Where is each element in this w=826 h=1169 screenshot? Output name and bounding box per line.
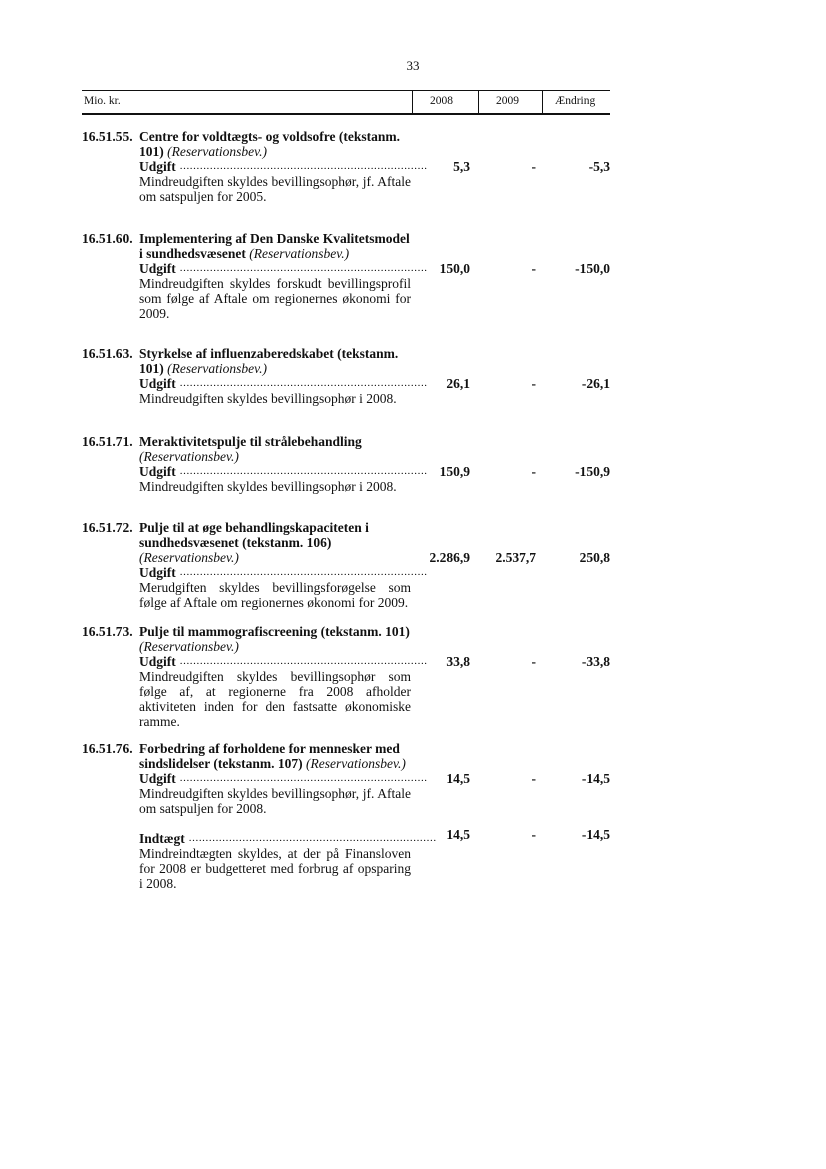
- line-note: Mindreindtægten skyldes, at der på Finansloven for 2008 er budgetteret med forbrug af opsparing i 2008.: [139, 846, 411, 891]
- dot-leader: ..........................................................................: [179, 772, 428, 784]
- column-divider: [412, 90, 413, 114]
- col-2008-header: 2008: [430, 95, 453, 107]
- value-change: -14,5: [581, 827, 610, 842]
- page-number: 33: [406, 58, 420, 73]
- dot-leader: ..........................................................................: [179, 566, 428, 578]
- section-title-text: Implementering af Den Danske Kvalitetsmodel i sundhedsvæsenet: [139, 231, 410, 261]
- value-2009: -: [531, 376, 536, 391]
- dot-leader: ..........................................................................: [179, 655, 428, 667]
- table-header: [82, 90, 610, 114]
- section-title: [139, 520, 411, 565]
- value-change: -5,3: [588, 159, 610, 174]
- dot-leader: ..........................................................................: [188, 832, 437, 844]
- line-note: Mindreudgiften skyldes forskudt bevillingsprofil som følge af Aftale om regionernes økonomi for 2009.: [139, 276, 411, 321]
- line-label: Udgift: [139, 376, 176, 391]
- value-2008: 14,5: [446, 827, 470, 842]
- value-2009: -: [531, 261, 536, 276]
- reservation-note: (Reservationsbev.): [139, 639, 239, 654]
- reservation-note: (Reservationsbev.): [306, 756, 406, 771]
- value-2009: 2.537,7: [495, 550, 536, 565]
- value-change: -150,0: [575, 261, 610, 276]
- column-divider: [478, 90, 479, 114]
- line-label: Udgift: [139, 464, 176, 479]
- line-item: [139, 159, 428, 174]
- section-title: [139, 129, 411, 159]
- section-title-text: Pulje til mammografiscreening (tekstanm. 101): [139, 624, 410, 639]
- section-title-text: Meraktivitetspulje til strålebehandling: [139, 434, 362, 449]
- section-content: [139, 231, 428, 321]
- section-title: [139, 231, 411, 261]
- line-label: Udgift: [139, 565, 176, 580]
- line-note: Mindreudgiften skyldes bevillingsophør i 2008.: [139, 479, 397, 494]
- value-2009: -: [531, 654, 536, 669]
- value-change: -14,5: [581, 771, 610, 786]
- value-change: -26,1: [581, 376, 610, 391]
- dot-leader: ..........................................................................: [179, 160, 428, 172]
- value-2008: 5,3: [453, 159, 470, 174]
- value-2009: -: [531, 827, 536, 842]
- line-label: Udgift: [139, 261, 176, 276]
- line-item: [139, 771, 428, 786]
- value-2008: 2.286,9: [429, 550, 470, 565]
- section-title-text: Styrkelse af influenzaberedskabet (tekstanm. 101): [139, 346, 399, 376]
- value-2009: -: [531, 464, 536, 479]
- col-change-header: Ændring: [555, 95, 596, 107]
- section-content: [139, 520, 428, 610]
- line-label: Udgift: [139, 771, 176, 786]
- section-number: 16.51.76.: [82, 741, 133, 756]
- reservation-note: (Reservationsbev.): [249, 246, 350, 261]
- value-2008: 150,0: [439, 261, 470, 276]
- reservation-note: (Reservationsbev.): [167, 144, 267, 159]
- section-title: [139, 624, 411, 654]
- value-2008: 26,1: [446, 376, 470, 391]
- header-bottom-rule: [82, 113, 610, 115]
- dot-leader: ..........................................................................: [179, 465, 428, 477]
- section-number: 16.51.73.: [82, 624, 133, 639]
- line-label: Indtægt: [139, 831, 185, 846]
- line-note: Merudgiften skyldes bevillingsforøgelse som følge af Aftale om regionernes økonomi for 2009.: [139, 580, 411, 610]
- line-note: Mindreudgiften skyldes bevillingsophør, jf. Aftale om satspuljen for 2005.: [139, 174, 411, 204]
- line-item: [139, 376, 428, 391]
- section-number: 16.51.55.: [82, 129, 133, 144]
- line-note: Mindreudgiften skyldes bevillingsophør, jf. Aftale om satspuljen for 2008.: [139, 786, 411, 816]
- section-number: 16.51.72.: [82, 520, 133, 535]
- section-content: [139, 346, 428, 406]
- value-2008: 14,5: [446, 771, 470, 786]
- section-number: 16.51.63.: [82, 346, 133, 361]
- section-title: [139, 346, 411, 376]
- line-label: Udgift: [139, 654, 176, 669]
- col-2009-header: 2009: [496, 95, 519, 107]
- value-2008: 33,8: [446, 654, 470, 669]
- line-item: [139, 831, 437, 846]
- value-change: -150,9: [575, 464, 610, 479]
- section-title-text: Pulje til at øge behandlingskapaciteten i sundhedsvæsenet (tekstanm. 106): [139, 520, 369, 550]
- section-content: [139, 129, 428, 204]
- line-item: [139, 261, 428, 276]
- section-content: [139, 741, 437, 891]
- value-2008: 150,9: [439, 464, 470, 479]
- dot-leader: ..........................................................................: [179, 377, 428, 389]
- dot-leader: ..........................................................................: [179, 262, 428, 274]
- value-2009: -: [531, 771, 536, 786]
- line-label: Udgift: [139, 159, 176, 174]
- section-title: [139, 434, 411, 464]
- line-item: [139, 565, 428, 580]
- line-item: [139, 464, 428, 479]
- line-note: Mindreudgiften skyldes bevillingsophør som følge af, at regionerne fra 2008 afholder aktiviteten inden for den fastsatte økonomiske ramme.: [139, 669, 411, 729]
- section-number: 16.51.60.: [82, 231, 133, 246]
- reservation-note: (Reservationsbev.): [167, 361, 267, 376]
- unit-label: Mio. kr.: [84, 95, 121, 107]
- section-title: [139, 741, 411, 771]
- reservation-note: (Reservationsbev.): [139, 550, 239, 565]
- column-divider: [542, 90, 543, 114]
- section-content: [139, 434, 428, 494]
- value-change: 250,8: [579, 550, 610, 565]
- line-item: [139, 654, 428, 669]
- section-title-text: Centre for voldtægts- og voldsofre (tekstanm. 101): [139, 129, 400, 159]
- value-2009: -: [531, 159, 536, 174]
- reservation-note: (Reservationsbev.): [139, 449, 239, 464]
- section-title-text: Forbedring af forholdene for mennesker med sindslidelser (tekstanm. 107): [139, 741, 400, 771]
- section-number: 16.51.71.: [82, 434, 133, 449]
- header-top-rule: [82, 90, 610, 91]
- line-note: Mindreudgiften skyldes bevillingsophør i 2008.: [139, 391, 397, 406]
- value-change: -33,8: [581, 654, 610, 669]
- section-content: [139, 624, 428, 729]
